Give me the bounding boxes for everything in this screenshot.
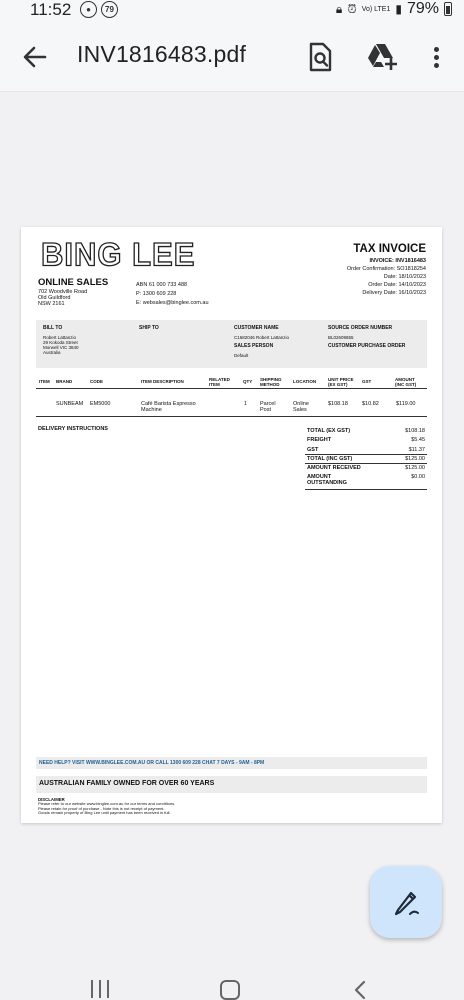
help-bar: NEED HELP? VISIT WWW.BINGLEE.COM.AU OR CALL 1300 609 228 CHAT 7 DAYS - 9AM - 8PM (36, 757, 427, 769)
file-title: INV1816483.pdf (77, 41, 247, 67)
amount-outstanding: AMOUNT OUTSTANDING $0.00 (305, 473, 427, 490)
customer-name: CUSTOMER NAME C1682046 Robert Lattanzio SALES PERSON Default (234, 325, 290, 358)
edit-pen-icon (392, 888, 420, 916)
table-header: ITEM BRAND CODE ITEM DESCRIPTION RELATED ITEM QTY SHIPPING METHOD LOCATION UNIT PRICE (EX GST) GST AMOUNT (INC GST) (36, 375, 427, 389)
status-notification-icons (80, 1, 118, 18)
find-in-document-icon (306, 42, 334, 72)
recents-button[interactable] (91, 980, 109, 998)
status-system-icons (336, 0, 452, 18)
status-bar (0, 0, 464, 20)
find-in-document-button[interactable] (306, 42, 334, 72)
system-nav-bar (0, 958, 464, 1000)
nav-back-button[interactable] (350, 980, 370, 1000)
freight: FREIGHT $5.45 (307, 437, 425, 444)
back-button[interactable] (20, 42, 50, 72)
status-time: 11:52 (30, 0, 72, 19)
network-label: Vo) LTE1 (361, 5, 391, 13)
bing-lee-logo: BING LEE (41, 236, 196, 273)
disclaimer: DISCLAIMER Please refer to our website www.binglee.com.au for our terms and conditions. Please retain for proof of purchase - Note this is not receipt of payment. Goods remain property of Bing Lee until payment has been received in full. (38, 797, 176, 815)
delivery-instructions: DELIVERY INSTRUCTIONS (38, 426, 108, 432)
back-chevron-icon (350, 980, 370, 1000)
chrome-icon: ● (80, 1, 97, 18)
family-owned-bar: AUSTRALIAN FAMILY OWNED FOR OVER 60 YEARS (36, 776, 427, 793)
doc-title: TAX INVOICE (353, 243, 426, 255)
invoice-meta: INVOICE: INV1816483 Order Confirmation: SO1818254 Date: 18/10/2023 Order Date: 14/10/2023 Delivery Date: 16/10/2023 (346, 258, 426, 296)
total-inc-gst: TOTAL (INC GST) $125.00 (305, 455, 427, 464)
totals-block (305, 427, 427, 490)
invoice-number: INVOICE: INV1816483 (369, 258, 426, 264)
store-contact: ABN 61 000 733 488 P: 1300 609 228 E: websales@binglee.com.au (136, 282, 209, 306)
battery-percent: 79% (406, 0, 439, 17)
gst: GST $11.37 (305, 446, 427, 455)
battery-icon (444, 2, 452, 16)
store-name: ONLINE SALES (38, 277, 109, 288)
ship-to: SHIP TO (139, 325, 159, 331)
notification-count-badge: 79 (101, 1, 118, 18)
amount-received: AMOUNT RECEIVED $125.00 (307, 465, 425, 472)
lock-icon: 🔒︎ (335, 1, 343, 16)
home-button[interactable] (220, 980, 240, 1000)
source-order: SOURCE ORDER NUMBER BL02609855 CUSTOMER PURCHASE ORDER (328, 325, 406, 349)
table-row: SUNBEAM EM5000 Café Barista Espresso Machine 1 Parcel Post Online Sales $108.18 $10.82 $119.00 (36, 397, 427, 417)
alarm-icon: ⏰︎ (347, 1, 357, 16)
more-vertical-icon (434, 47, 439, 52)
signal-icon: ▮ (395, 2, 402, 16)
recents-icon (91, 980, 93, 998)
edit-fab-button[interactable] (370, 866, 442, 938)
pdf-page[interactable] (21, 227, 442, 823)
arrow-back-icon (20, 42, 50, 72)
more-options-button[interactable] (428, 42, 444, 72)
add-to-drive-icon (366, 41, 398, 71)
app-bar (0, 20, 464, 92)
total-ex-gst: TOTAL (EX GST) $108.18 (307, 428, 425, 434)
add-to-drive-button[interactable] (366, 41, 398, 71)
store-address: 702 Woodville Road Old Guildford NSW 2161 (38, 289, 88, 307)
bill-to: BILL TO Robert Lattanzio 29 Kokoda Street Morwell VIC 3840 Australia (43, 325, 79, 355)
customer-info-box (36, 320, 427, 368)
